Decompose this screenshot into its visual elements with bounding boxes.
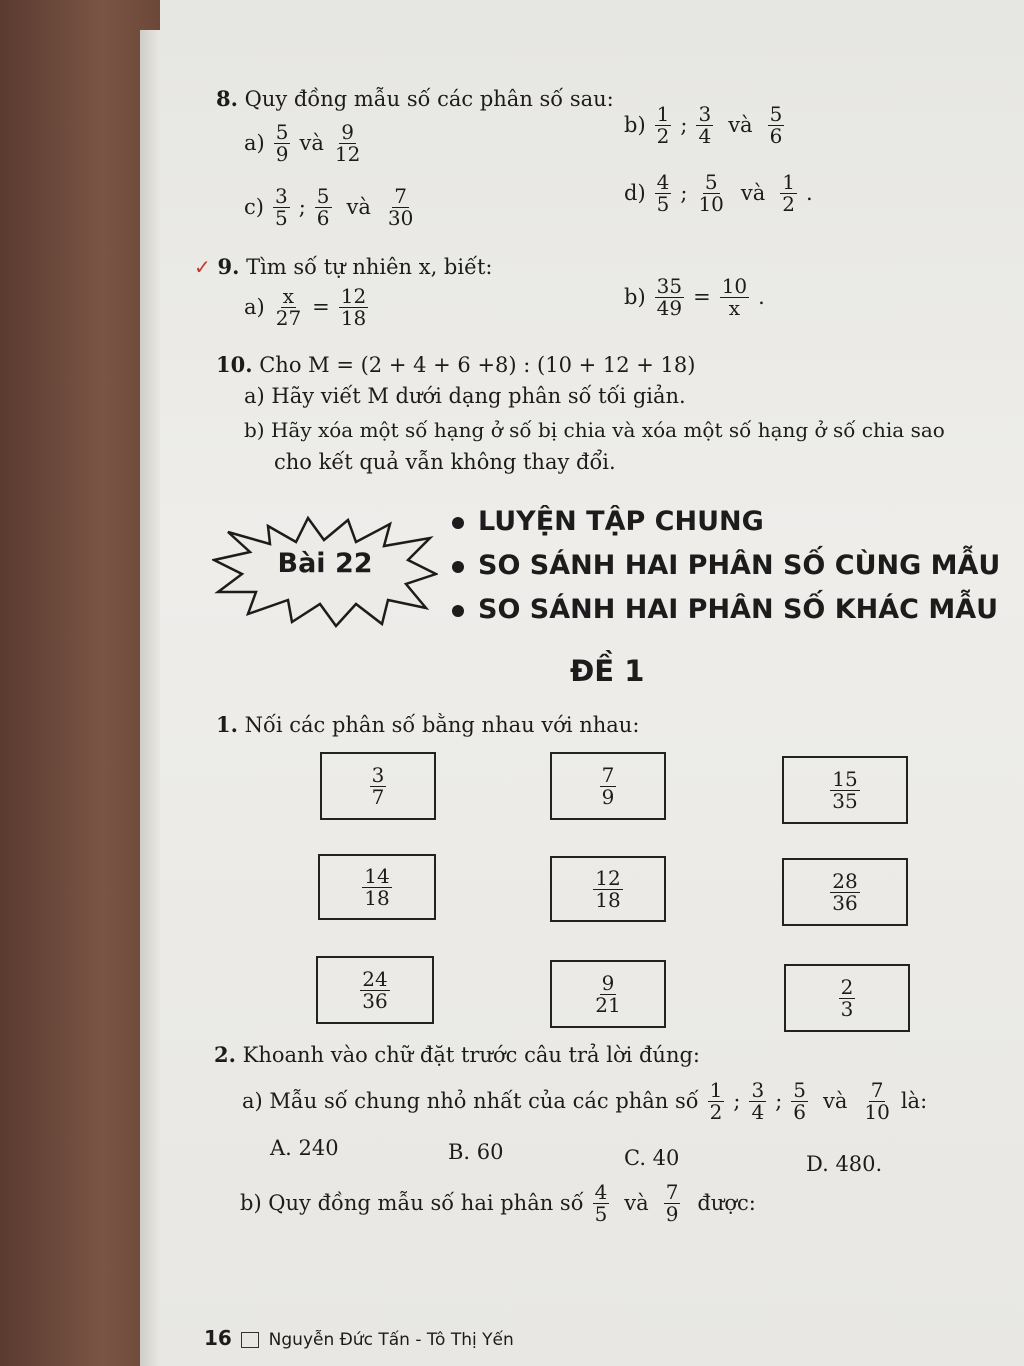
e2-a-end: là:: [900, 1088, 928, 1113]
fraction: $\frac{12}{18}$: [595, 865, 621, 912]
period: .: [806, 180, 813, 205]
separator: ;: [775, 1088, 783, 1113]
q9-a: [244, 286, 371, 329]
e2-b: [240, 1182, 756, 1225]
fraction: $\frac{9}{12}$: [334, 120, 361, 166]
option-d[interactable]: D. 480.: [806, 1152, 883, 1176]
fraction-box[interactable]: [316, 956, 434, 1024]
fraction: $\frac{9}{21}$: [595, 970, 621, 1017]
q9-a-tag: a): [244, 294, 265, 319]
q8-number: 8.: [216, 86, 238, 111]
fraction: $\frac{14}{18}$: [364, 863, 390, 910]
fraction: $\frac{1}{2}$: [709, 1078, 723, 1124]
q9-heading: [194, 254, 493, 280]
joiner: và: [624, 1190, 649, 1215]
fraction-box[interactable]: [550, 960, 666, 1028]
fraction: $\frac{5}{6}$: [793, 1078, 806, 1124]
fraction-box[interactable]: [550, 856, 666, 922]
topic-2: SO SÁNH HAI PHÂN SỐ CÙNG MẪU: [452, 550, 1000, 581]
e2-number: 2.: [214, 1042, 236, 1067]
e2-heading: [214, 1042, 700, 1068]
q8-d-tag: d): [624, 180, 646, 205]
page-footer: [204, 1326, 514, 1350]
fraction: $\frac{3}{4}$: [698, 102, 712, 148]
checkmark-icon: ✓: [194, 255, 211, 279]
joiner: và: [728, 112, 753, 137]
fraction: $\frac{7}{10}$: [864, 1078, 890, 1124]
fraction: $\frac{4}{5}$: [656, 170, 670, 216]
q10-heading: [216, 352, 695, 378]
e2-a-text: a) Mẫu số chung nhỏ nhất của các phân số: [242, 1088, 699, 1113]
fraction: $\frac{4}{5}$: [594, 1180, 608, 1226]
e1-text: Nối các phân số bằng nhau với nhau:: [244, 713, 640, 737]
footer-authors: Nguyễn Đức Tấn - Tô Thị Yến: [268, 1330, 514, 1350]
equals: =: [312, 294, 330, 319]
fraction-box[interactable]: [782, 756, 908, 824]
q10-b-line1: b) Hãy xóa một số hạng ở số bị chia và xóa một số hạng ở số chia sao: [244, 418, 945, 442]
q10-a: a) Hãy viết M dưới dạng phân số tối giản.: [244, 384, 686, 408]
fraction: $\frac{1}{2}$: [656, 102, 670, 148]
separator: ;: [680, 112, 688, 137]
q8-text: Quy đồng mẫu số các phân số sau:: [244, 87, 614, 111]
option-a[interactable]: A. 240: [270, 1136, 339, 1160]
separator: ;: [298, 194, 306, 219]
topic-3: SO SÁNH HAI PHÂN SỐ KHÁC MẪU: [452, 594, 998, 625]
book-icon: [241, 1332, 259, 1348]
fraction: $\frac{5}{10}$: [698, 170, 724, 216]
period: .: [758, 284, 765, 309]
option-b[interactable]: B. 60: [448, 1140, 504, 1164]
e1-number: 1.: [216, 712, 238, 737]
q9-b-tag: b): [624, 284, 646, 309]
lesson-badge-label: Bài 22: [277, 548, 373, 579]
q8-c-tag: c): [244, 194, 264, 219]
q9-number: 9.: [217, 254, 240, 279]
q8-a-tag: a): [244, 130, 265, 155]
q8-heading: [216, 86, 614, 112]
fraction: $\frac{12}{18}$: [340, 284, 367, 330]
joiner: và: [299, 130, 324, 155]
joiner: và: [823, 1088, 848, 1113]
fraction: $\frac{5}{6}$: [316, 184, 330, 230]
equals: =: [693, 284, 711, 309]
separator: ;: [733, 1088, 741, 1113]
option-c[interactable]: C. 40: [624, 1146, 680, 1170]
fraction: $\frac{2}{3}$: [840, 974, 854, 1021]
separator: ;: [680, 180, 688, 205]
e2-b-end: được:: [697, 1190, 756, 1215]
fraction: $\frac{7}{30}$: [387, 184, 414, 230]
page-number: 16: [204, 1326, 232, 1350]
q8-b-tag: b): [624, 112, 646, 137]
e1-heading: [216, 712, 639, 738]
q8-b: [624, 104, 787, 147]
fraction: $\frac{10}{x}$: [721, 274, 748, 320]
q8-c: [244, 186, 418, 229]
e2-b-text: b) Quy đồng mẫu số hai phân số: [240, 1190, 584, 1215]
q9-b: [624, 276, 765, 319]
fraction: $\frac{3}{7}$: [371, 762, 385, 809]
e2-text: Khoanh vào chữ đặt trước câu trả lời đúng:: [242, 1043, 700, 1067]
fraction: $\frac{3}{4}$: [751, 1078, 765, 1124]
fraction-box[interactable]: [320, 752, 436, 820]
q10-b-line2: cho kết quả vẫn không thay đổi.: [274, 450, 616, 474]
fraction-box[interactable]: [318, 854, 436, 920]
fraction: $\frac{1}{2}$: [782, 170, 796, 216]
fraction: $\frac{28}{36}$: [832, 868, 858, 915]
e2-a: [242, 1080, 927, 1123]
q9-text: Tìm số tự nhiên x, biết:: [246, 255, 493, 279]
fraction-box[interactable]: [784, 964, 910, 1032]
bullet-icon: [452, 561, 464, 573]
bullet-icon: [452, 517, 464, 529]
exam-title: ĐỀ 1: [570, 654, 645, 688]
fraction: $\frac{3}{5}$: [274, 184, 288, 230]
joiner: và: [346, 194, 371, 219]
fraction: $\frac{7}{9}$: [601, 762, 615, 809]
q10-number: 10.: [216, 352, 253, 377]
bullet-icon: [452, 605, 464, 617]
q10-text: Cho M = (2 + 4 + 6 +8) : (10 + 12 + 18): [259, 353, 696, 377]
lesson-badge: [212, 512, 438, 630]
fraction: $\frac{5}{6}$: [769, 102, 783, 148]
fraction: $\frac{x}{27}$: [275, 284, 302, 330]
fraction-box[interactable]: [550, 752, 666, 820]
joiner: và: [740, 180, 766, 205]
fraction: $\frac{24}{36}$: [362, 966, 388, 1013]
fraction: $\frac{35}{49}$: [656, 274, 683, 320]
fraction: $\frac{5}{9}$: [275, 120, 289, 166]
q8-d: [624, 172, 813, 215]
fraction: $\frac{15}{35}$: [832, 766, 858, 813]
fraction-box[interactable]: [782, 858, 908, 926]
textbook-page: [160, 0, 1024, 1366]
fraction: $\frac{7}{9}$: [665, 1180, 679, 1226]
topic-1: LUYỆN TẬP CHUNG: [452, 506, 764, 537]
q8-a: [244, 122, 365, 165]
